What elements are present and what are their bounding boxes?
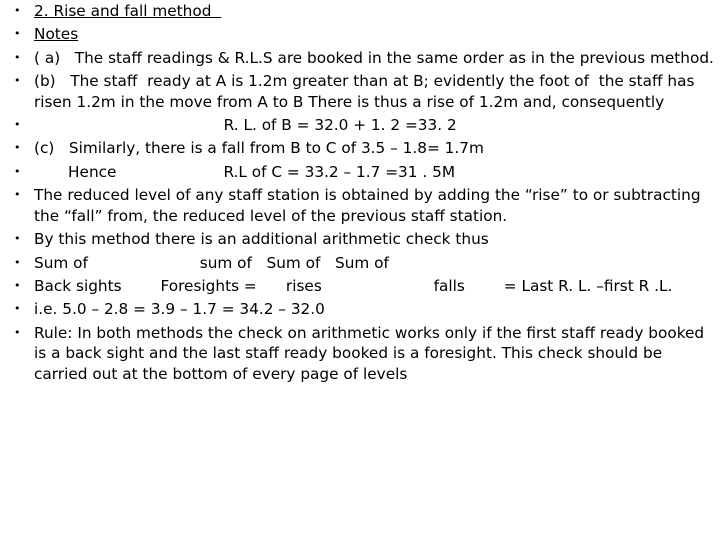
list-item-notes: [0, 24, 715, 45]
bullet-list: [0, 1, 715, 387]
bullet-icon: •: [14, 278, 21, 292]
list-item-sum-header: [0, 253, 715, 274]
list-item-rl-b: [0, 115, 715, 136]
note-a-text: ( a) The staff readings & R.L.S are booked in the same order as in the previous method.: [34, 48, 714, 67]
bullet-icon: •: [14, 164, 21, 178]
note-b-text: (b) The staff ready at A is 1.2m greater than at B; evidently the foot of the staff has risen 1.2m in the move from A to B There is thus a rise of 1.2m and, consequently: [34, 72, 700, 111]
sum-terms-text: Back sights Foresights = rises falls = Last R. L. –first R .L.: [34, 276, 673, 295]
list-item-title: [0, 1, 715, 22]
notes-heading: Notes: [34, 25, 79, 44]
list-item-rl-c: [0, 162, 715, 183]
bullet-icon: •: [14, 50, 21, 64]
section-title: 2. Rise and fall method: [34, 2, 222, 20]
bullet-icon: •: [14, 325, 21, 339]
list-item-example: [0, 299, 715, 320]
bullet-icon: •: [14, 4, 21, 17]
check-intro-text: By this method there is an additional arithmetic check thus: [34, 230, 489, 249]
list-item-reduced-level: [0, 185, 715, 226]
reduced-level-text: The reduced level of any staff station is obtained by adding the “rise” to or subtracting the “fall” from, the reduced level of the previous staff station.: [34, 186, 701, 225]
example-text: i.e. 5.0 – 2.8 = 3.9 – 1.7 = 34.2 – 32.0: [34, 300, 325, 319]
rule-text: Rule: In both methods the check on arithmetic works only if the first staff ready booked is a back sight and the last staff ready booked is a foresight. This check should be carried out at the bottom of every page of levels: [34, 323, 705, 383]
bullet-icon: •: [14, 232, 21, 246]
bullet-icon: •: [14, 255, 21, 269]
list-item-check-intro: [0, 229, 715, 250]
rl-b-equation: R. L. of B = 32.0 + 1. 2 =33. 2: [34, 116, 457, 135]
bullet-icon: •: [14, 302, 21, 316]
list-item-note-b: [0, 71, 715, 112]
bullet-icon: •: [14, 27, 21, 41]
note-c-text: (c) Similarly, there is a fall from B to C of 3.5 – 1.8= 1.7m: [34, 139, 484, 158]
sum-header-text: Sum of sum of Sum of Sum of: [34, 253, 389, 272]
bullet-icon: •: [14, 118, 21, 132]
list-item-note-c: [0, 138, 715, 159]
rl-c-equation: Hence R.L of C = 33.2 – 1.7 =31 . 5M: [34, 162, 456, 181]
list-item-rule: [0, 323, 715, 385]
bullet-icon: •: [14, 74, 21, 88]
list-item-sum-terms: [0, 276, 715, 297]
bullet-icon: •: [14, 188, 21, 202]
bullet-icon: •: [14, 141, 21, 155]
list-item-note-a: [0, 48, 715, 69]
